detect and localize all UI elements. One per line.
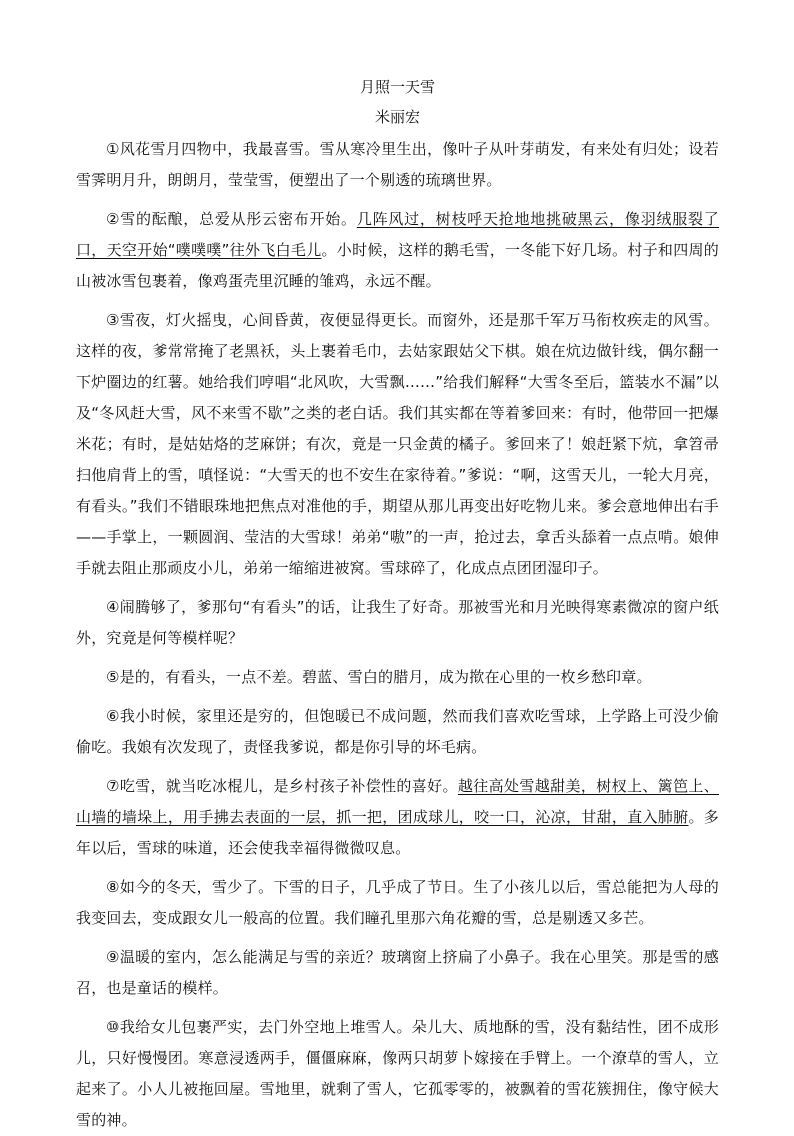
paragraph-text: ⑥我小时候，家里还是穷的，但饱暖已不成问题，然而我们喜欢吃雪球，上学路上可没少偷偷吃。我娘有次发现了，责怪我爹说，都是你引导的坏毛病。: [76, 707, 719, 756]
paragraph-text: ④闹腾够了，爹那句“有看头”的话，让我生了好奇。那被雪光和月光映得寒素微凉的窗户纸外，究竟是何等模样呢？: [76, 598, 719, 647]
paragraph-text: ②雪的酝酿，总爱从彤云密布开始。: [106, 210, 357, 228]
paragraph-text: ⑨温暖的室内，怎么能满足与雪的亲近？玻璃窗上挤扁了小鼻子。我在心里笑。那是雪的感召，也是童话的模样。: [76, 948, 719, 997]
paragraph-text: 。多年以后，雪球的味道，还会使我幸福得微微叹息。: [76, 808, 719, 857]
paragraph-1: [76, 134, 719, 196]
paragraph-text: ③雪夜，灯火摇曳，心间昏黄，夜便显得更长。而窗外，还是那千军万马衔枚疾走的风雪。这样的夜，爹常常掩了老黑袄，头上裹着毛巾，去姑家跟姑父下棋。娘在炕边做针线，偶尔翻一下炉圈边的红薯。她给我们哼唱“北风吹，大雪飘……”给我们解释“大雪冬至后，篮装水不漏”以及“冬风赶大雪，风不来雪不歇”之类的老白话。我们其实都在等着爹回来：有时，他带回一把爆米花；有时，是姑姑烙的芝麻饼；有次，竟是一只金黄的橘子。爹回来了！娘赶紧下炕，拿笤帚扫他肩背上的雪，嗔怪说：“大雪天的也不安生在家待着。”爹说：“啊，这雪天儿，一轮大月亮，有看头。”我们不错眼珠地把焦点对准他的手，期望从那儿再变出好吃物儿来。爹会意地伸出右手——手掌上，一颗圆润、莹洁的大雪球！弟弟“嗷”的一声，抢过去，拿舌头舔着一点点啃。娘伸手就去阻止那顽皮小儿，弟弟一缩缩进被窝。雪球碎了，化成点点团团湿印子。: [76, 311, 719, 577]
underlined-sentence: 越往高处雪越甜美，树杈上、篱笆上、山墙的墙垛上，用手拂去表面的一层，抓一把，团成球儿，咬一口，沁凉，甘甜，直入肺腑: [76, 777, 719, 826]
paragraph-2: [76, 204, 719, 297]
paragraph-text: ⑩我给女儿包裹严实，去门外空地上堆雪人。朵儿大、质地酥的雪，没有黏结性，团不成形儿，只好慢慢团。寒意浸透两手，僵僵麻麻，像两只胡萝卜嫁接在手臂上。一个潦草的雪人，立起来了。小人儿被拖回屋。雪地里，就剩了雪人，它孤零零的，被飘着的雪花簇拥住，像守候大雪的神。: [76, 1018, 719, 1129]
paragraph-text: ⑧如今的冬天，雪少了。下雪的日子，几乎成了节日。生了小孩儿以后，雪总能把为人母的我变回去，变成跟女儿一般高的位置。我们瞳孔里那六角花瓣的雪，总是剔透又多芒。: [76, 878, 719, 927]
paragraph-text: 。小时候，这样的鹅毛雪，一冬能下好几场。村子和四周的山被冰雪包裹着，像鸡蛋壳里沉睡的雏鸡，永远不醒。: [76, 241, 719, 290]
paragraph-9: [76, 942, 719, 1004]
paragraph-text: ①风花雪月四物中，我最喜雪。雪从寒冷里生出，像叶子从叶芽萌发，有来处有归处；设若雪霁明月升，朗朗月，莹莹雪，便塑出了一个剔透的琉璃世界。: [76, 140, 719, 189]
article-body: [76, 134, 719, 1136]
paragraph-text: ⑤是的，有看头，一点不差。碧蓝、雪白的腊月，成为揿在心里的一枚乡愁印章。: [106, 668, 652, 686]
paragraph-4: [76, 592, 719, 654]
paragraph-8: [76, 872, 719, 934]
paragraph-text: ⑦吃雪，就当吃冰棍儿，是乡村孩子补偿性的喜好。: [106, 777, 458, 795]
underlined-sentence: 几阵风过，树枝呼天抢地地挑破黑云，像羽绒服裂了口，天空开始“噗噗噗”往外飞白毛儿: [76, 210, 719, 259]
article-title: 月照一天雪: [359, 78, 435, 96]
paragraph-10: [76, 1012, 719, 1136]
paragraph-6: [76, 701, 719, 763]
paragraph-5: [76, 662, 719, 693]
paragraph-3: [76, 305, 719, 584]
article-author: 米丽宏: [374, 108, 420, 126]
paragraph-7: [76, 771, 719, 864]
